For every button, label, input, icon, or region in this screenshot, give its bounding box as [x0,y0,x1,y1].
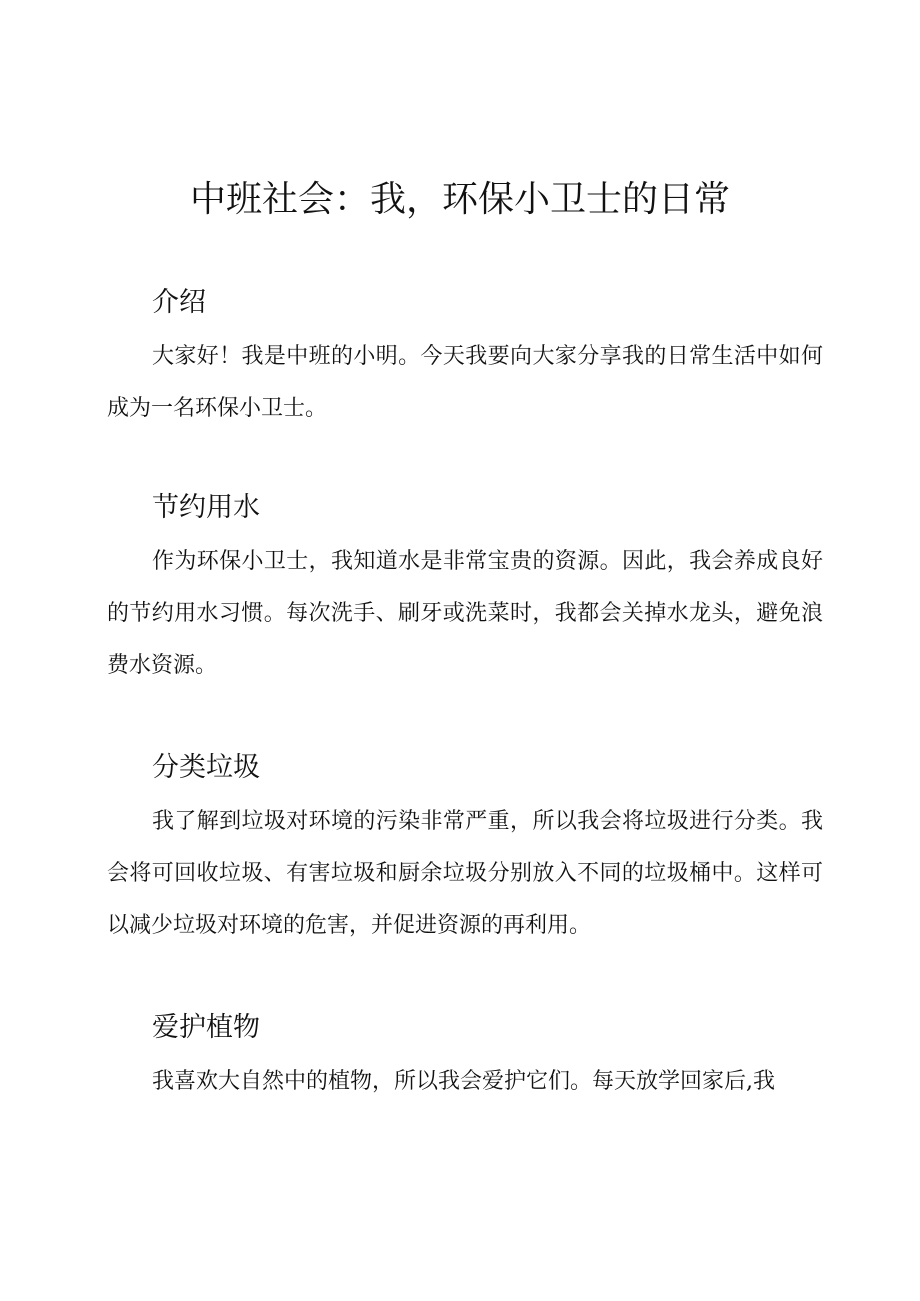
section-heading-save-water: 节约用水 [152,492,260,523]
section-sort-garbage [107,748,823,952]
section-introduction [107,283,823,435]
section-heading-protect-plants: 爱护植物 [152,1012,260,1043]
section-body-protect-plants: 我喜欢大自然中的植物，所以我会爱护它们。每天放学回家后,我 [152,1069,775,1094]
section-body-introduction: 大家好！我是中班的小明。今天我要向大家分享我的日常生活中如何成为一名环保小卫士。 [107,344,823,421]
section-heading-introduction: 介绍 [152,287,206,318]
section-protect-plants [107,1008,823,1108]
section-body-sort-garbage: 我了解到垃圾对环境的污染非常严重，所以我会将垃圾进行分类。我会将可回收垃圾、有害垃圾和厨余垃圾分别放入不同的垃圾桶中。这样可以减少垃圾对环境的危害，并促进资源的再利用。 [107,809,823,938]
section-heading-sort-garbage: 分类垃圾 [152,752,260,783]
section-save-water [107,488,823,692]
page-title: 中班社会：我，环保小卫士的日常 [189,179,730,220]
section-body-save-water: 作为环保小卫士，我知道水是非常宝贵的资源。因此，我会养成良好的节约用水习惯。每次洗手、刷牙或洗菜时，我都会关掉水龙头，避免浪费水资源。 [107,549,823,678]
